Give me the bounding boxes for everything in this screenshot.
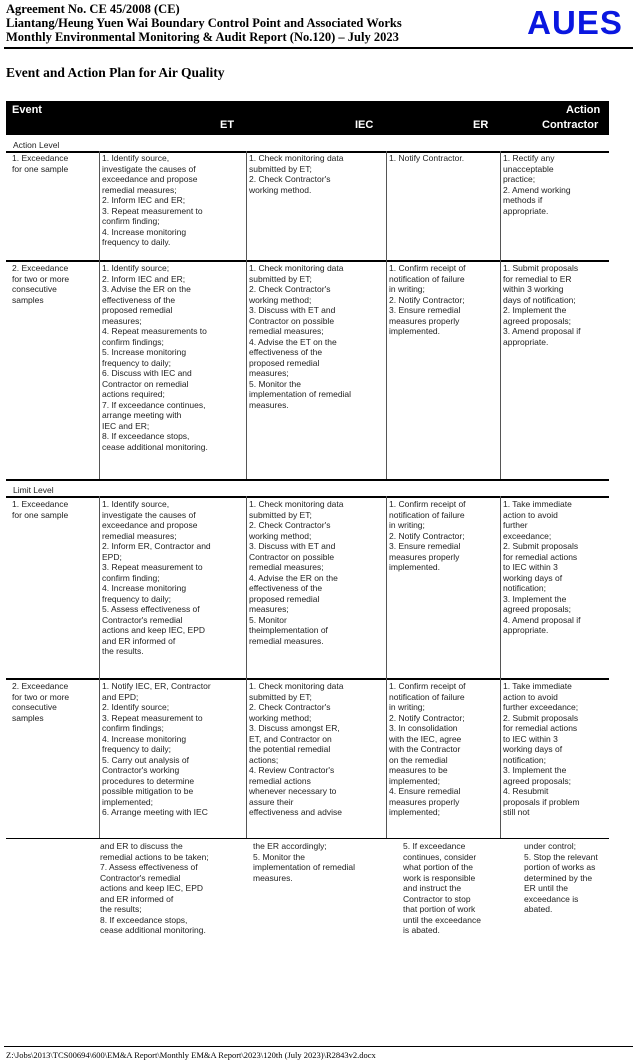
section-limit-level: Limit Level xyxy=(13,485,54,495)
row2-event: 2. Exceedance for two or more consecutive samples xyxy=(12,263,70,305)
column-divider xyxy=(99,151,100,479)
report-header xyxy=(6,2,526,44)
header-iec: IEC xyxy=(355,119,374,131)
header-rule xyxy=(4,47,633,49)
row1-contractor: 1. Rectify any unacceptable practice; 2. Amend working methods if appropriate. xyxy=(503,153,571,216)
file-path-footer: Z:\Jobs\2013\TCS00694\600\EM&A Report\Monthly EM&A Report\2023\120th (July 2023)\R2843v2.docx xyxy=(6,1050,376,1060)
row-divider xyxy=(6,838,609,839)
header-et: ET xyxy=(220,119,235,131)
row2-contractor: 1. Submit proposals for remedial to ER within 3 working days of notification; 2. Implement the agreed proposals; 3. Amend proposal if appropriate. xyxy=(503,263,581,347)
row-divider xyxy=(6,260,609,262)
agreement-number: Agreement No. CE 45/2008 (CE) xyxy=(6,2,180,16)
column-divider xyxy=(500,496,501,838)
row1-iec: 1. Check monitoring data submitted by ET; 2. Check Contractor's working method. xyxy=(249,153,344,195)
header-action: Action xyxy=(566,104,601,116)
row4-contractor: 1. Take immediate action to avoid further exceedance; 2. Submit proposals for remedial actions to IEC within 3 working days of notification; 3. Implement the agreed proposals; 4. Resubmit proposals if problem still not xyxy=(503,681,580,817)
column-divider xyxy=(386,151,387,479)
row1-et: 1. Identify source, investigate the causes of exceedance and propose remedial measures; 2. Inform IEC and ER; 3. Repeat measurement to confirm finding; 4. Increase monitoring frequency to daily. xyxy=(102,153,203,247)
footer-rule xyxy=(4,1046,633,1047)
row3-iec: 1. Check monitoring data submitted by ET; 2. Check Contractor's working method; 3. Discuss with ET and Contractor on possible remedial measures; 4. Advise the ER on the effectiveness of the proposed remedial measures; 5. Monitor theimplementation of remedial measures. xyxy=(249,499,344,646)
report-name: Monthly Environmental Monitoring & Audit Report (No.120) – July 2023 xyxy=(6,30,399,44)
row-divider xyxy=(6,678,609,680)
row4-et: 1. Notify IEC, ER, Contractor and EPD; 2. Identify source; 3. Repeat measurement to confirm findings; 4. Increase monitoring frequency to daily; 5. Carry out analysis of Contractor's working procedures to determine possible mitigation to be implemented; 6. Arrange meeting with IEC xyxy=(102,681,211,817)
row4-er: 1. Confirm receipt of notification of failure in writing; 2. Notify Contractor; 3. In consolidation with the IEC, agree with the Contractor on the remedial measures to be implemented; 4. Ensure remedial measures properly implemented; xyxy=(389,681,466,817)
cont-er: 5. If exceedance continues, consider what portion of the work is responsible and instruct the Contractor to stop that portion of work until the exceedance is abated. xyxy=(403,841,481,935)
row-divider xyxy=(6,479,609,481)
row2-et: 1. Identify source; 2. Inform IEC and ER; 3. Advise the ER on the effectiveness of the proposed remedial measures; 4. Repeat measurements to confirm findings; 5. Increase monitoring frequency to daily; 6. Discuss with IEC and Contractor on remedial actions required; 7. If exceedance continues, arrange meeting with IEC and ER; 8. If exceedance stops, cease additional monitoring. xyxy=(102,263,208,452)
cont-iec: the ER accordingly; 5. Monitor the implementation of remedial measures. xyxy=(253,841,356,883)
project-name: Liantang/Heung Yuen Wai Boundary Control Point and Associated Works xyxy=(6,16,402,30)
cont-contractor: under control; 5. Stop the relevant portion of works as determined by the ER until the exceedance is abated. xyxy=(524,841,598,914)
cont-et: and ER to discuss the remedial actions to be taken; 7. Assess effectiveness of Contractor's remedial actions and keep IEC, EPD and ER informed of the results; 8. If exceedance stops, cease additional monitoring. xyxy=(100,841,209,935)
row4-iec: 1. Check monitoring data submitted by ET; 2. Check Contractor's working method; 3. Discuss amongst ER, ET, and Contractor on the potential remedial actions; 4. Review Contractor's remedial actions whenever necessary to assure their effectiveness and advise xyxy=(249,681,344,817)
column-divider xyxy=(500,151,501,479)
header-contractor: Contractor xyxy=(542,119,599,131)
column-divider xyxy=(246,496,247,838)
row1-er: 1. Notify Contractor. xyxy=(389,153,465,163)
header-event: Event xyxy=(12,104,42,116)
table-header xyxy=(6,101,609,135)
row3-et: 1. Identify source, investigate the causes of exceedance and propose remedial measures; 2. Inform ER, Contractor and EPD; 3. Repeat measurement to confirm finding; 4. Increase monitoring frequency to daily; 5. Assess effectiveness of Contractor's remedial actions and keep IEC, EPD and ER informed of the results. xyxy=(102,499,211,656)
row2-er: 1. Confirm receipt of notification of failure in writing; 2. Notify Contractor; 3. Ensure remedial measures properly implemented. xyxy=(389,263,466,336)
row3-contractor: 1. Take immediate action to avoid further exceedance; 2. Submit proposals for remedial actions to IEC within 3 working days of notification; 3. Implement the agreed proposals; 4. Amend proposal if appropriate. xyxy=(503,499,581,635)
row-divider xyxy=(6,496,609,498)
column-divider xyxy=(246,151,247,479)
column-divider xyxy=(99,496,100,838)
aues-logo: AUES xyxy=(527,4,623,41)
header-er: ER xyxy=(473,119,489,131)
column-divider xyxy=(386,496,387,838)
row1-event: 1. Exceedance for one sample xyxy=(12,153,69,174)
row2-iec: 1. Check monitoring data submitted by ET; 2. Check Contractor's working method; 3. Discuss with ET and Contractor on possible remedial measures; 4. Advise the ET on the effectiveness of the proposed remedial measures; 5. Monitor the implementation of remedial measures. xyxy=(249,263,352,410)
page-title: Event and Action Plan for Air Quality xyxy=(6,65,225,80)
row3-er: 1. Confirm receipt of notification of failure in writing; 2. Notify Contractor; 3. Ensure remedial measures properly implemented. xyxy=(389,499,466,572)
row3-event: 1. Exceedance for one sample xyxy=(12,499,69,520)
section-action-level: Action Level xyxy=(13,140,60,150)
row4-event: 2. Exceedance for two or more consecutive samples xyxy=(12,681,70,723)
